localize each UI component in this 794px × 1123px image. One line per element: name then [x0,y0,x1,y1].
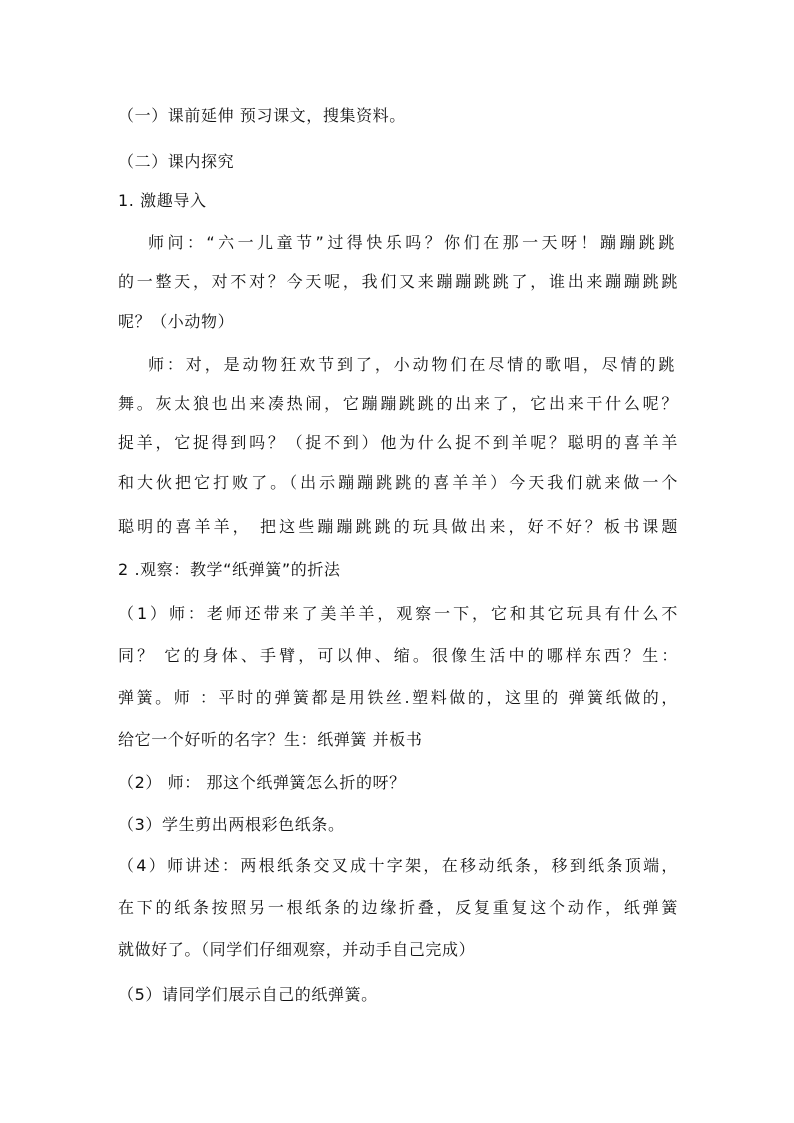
text-line: 舞。灰太狼也出来凑热闹，它蹦蹦跳跳的出来了，它出来干什么呢？ [118,394,678,413]
text-line: 给它一个好听的名字？生：纸弹簧 并板书 [118,730,423,749]
text-line: （4）师讲述：两根纸条交叉成十字架，在移动纸条，移到纸条顶端， [118,856,678,875]
text-line: 和大伙把它打败了。（出示蹦蹦跳跳的喜羊羊）今天我们就来做一个 [118,473,678,492]
text-line: 同？ 它的身体、手臂，可以伸、缩。很像生活中的哪样东西？生： [118,646,678,665]
text-line: 2 .观察：教学“纸弹簧”的折法 [118,560,341,579]
text-line: 呢？（小动物） [118,312,235,331]
text-line: 师问：“六一儿童节”过得快乐吗？你们在那一天呀！蹦蹦跳跳 [148,233,675,252]
text-line: （1）师：老师还带来了美羊羊，观察一下，它和其它玩具有什么不 [118,604,678,623]
text-line: 1. 激趣导入 [118,191,207,210]
text-line: 师：对，是动物狂欢节到了，小动物们在尽情的歌唱，尽情的跳 [148,355,675,374]
text-line: 聪明的喜羊羊， 把这些蹦蹦跳跳的玩具做出来，好不好？板书课题 [118,517,678,536]
text-line: （2） 师： 那这个纸弹簧怎么折的呀？ [118,773,406,792]
text-line: 在下的纸条按照另一根纸条的边缘折叠，反复重复这个动作，纸弹簧 [118,898,678,917]
text-line: （二）课内探究 [118,152,235,171]
text-line: 弹簧。师 ：平时的弹簧都是用铁丝.塑料做的，这里的 弹簧纸做的， [118,688,678,707]
text-line: （5）请同学们展示自己的纸弹簧。 [118,985,378,1004]
text-line: 就做好了。（同学们仔细观察，并动手自己完成） [118,940,476,959]
text-line: 捉羊，它捉得到吗？（捉不到）他为什么捉不到羊呢？聪明的喜羊羊 [118,433,678,452]
text-line: 的一整天，对不对？今天呢，我们又来蹦蹦跳跳了，谁出来蹦蹦跳跳 [118,272,678,291]
text-line: （一）课前延伸 预习课文，搜集资料。 [118,106,406,125]
text-line: （3）学生剪出两根彩色纸条。 [118,815,345,834]
